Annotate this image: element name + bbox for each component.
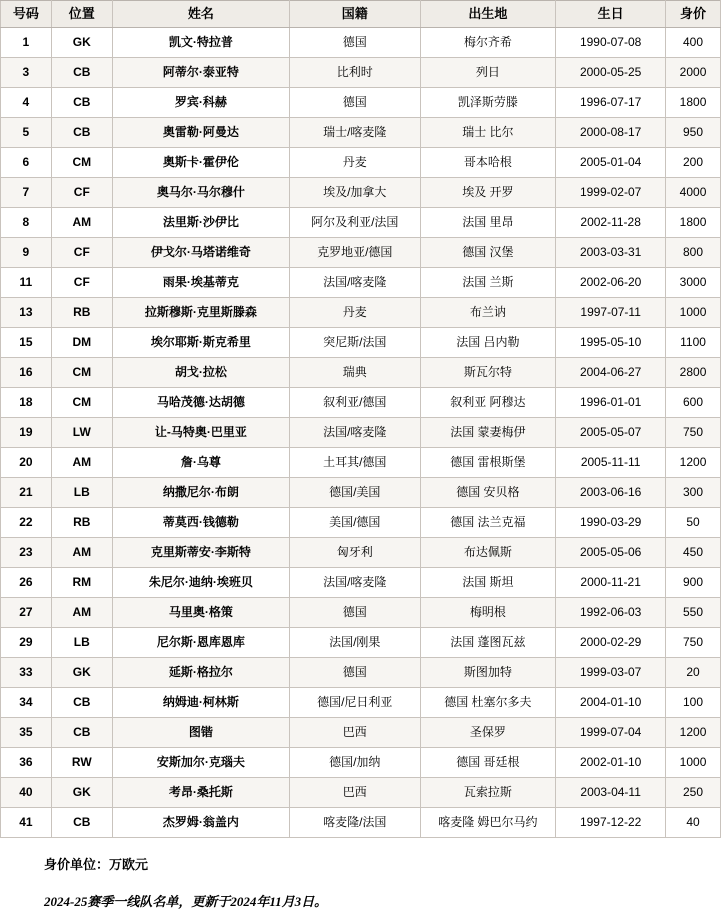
- table-row: [1, 178, 721, 208]
- cell-market-value: 950: [666, 118, 721, 148]
- cell-nationality: 匈牙利: [290, 538, 421, 568]
- cell-market-value: 1200: [666, 448, 721, 478]
- cell-nationality: 法国/刚果: [290, 628, 421, 658]
- cell-number: 27: [1, 598, 52, 628]
- table-row: [1, 508, 721, 538]
- cell-birthplace: 法国 兰斯: [420, 268, 556, 298]
- cell-birthplace: 法国 蓬图瓦兹: [420, 628, 556, 658]
- cell-name: 图锴: [112, 718, 289, 748]
- cell-market-value: 50: [666, 508, 721, 538]
- cell-nationality: 阿尔及利亚/法国: [290, 208, 421, 238]
- cell-birthday: 2000-05-25: [556, 58, 666, 88]
- cell-position: AM: [51, 538, 112, 568]
- cell-nationality: 喀麦隆/法国: [290, 808, 421, 838]
- cell-nationality: 法国/喀麦隆: [290, 268, 421, 298]
- cell-nationality: 德国/美国: [290, 478, 421, 508]
- cell-nationality: 埃及/加拿大: [290, 178, 421, 208]
- cell-birthplace: 德国 哥廷根: [420, 748, 556, 778]
- cell-number: 18: [1, 388, 52, 418]
- cell-birthplace: 梅明根: [420, 598, 556, 628]
- cell-market-value: 400: [666, 28, 721, 58]
- footnote-value-unit: 身价单位：万欧元: [44, 857, 149, 872]
- cell-position: LW: [51, 418, 112, 448]
- cell-birthday: 2005-11-11: [556, 448, 666, 478]
- cell-number: 4: [1, 88, 52, 118]
- cell-name: 奥雷勒·阿曼达: [112, 118, 289, 148]
- cell-position: LB: [51, 478, 112, 508]
- cell-market-value: 1000: [666, 748, 721, 778]
- cell-market-value: 1800: [666, 88, 721, 118]
- cell-name: 奥斯卡·霍伊伦: [112, 148, 289, 178]
- table-row: [1, 418, 721, 448]
- cell-position: CB: [51, 718, 112, 748]
- cell-birthplace: 斯图加特: [420, 658, 556, 688]
- table-row: [1, 388, 721, 418]
- cell-birthday: 2000-11-21: [556, 568, 666, 598]
- cell-birthplace: 德国 杜塞尔多夫: [420, 688, 556, 718]
- cell-number: 35: [1, 718, 52, 748]
- cell-position: RW: [51, 748, 112, 778]
- cell-position: CB: [51, 808, 112, 838]
- cell-number: 15: [1, 328, 52, 358]
- cell-birthplace: 斯瓦尔特: [420, 358, 556, 388]
- cell-birthday: 1999-02-07: [556, 178, 666, 208]
- cell-market-value: 600: [666, 388, 721, 418]
- cell-position: RB: [51, 298, 112, 328]
- cell-birthday: 2004-01-10: [556, 688, 666, 718]
- cell-nationality: 比利时: [290, 58, 421, 88]
- cell-market-value: 900: [666, 568, 721, 598]
- cell-birthday: 1995-05-10: [556, 328, 666, 358]
- cell-number: 41: [1, 808, 52, 838]
- cell-market-value: 750: [666, 418, 721, 448]
- cell-birthplace: 叙利亚 阿穆达: [420, 388, 556, 418]
- cell-birthplace: 德国 汉堡: [420, 238, 556, 268]
- cell-position: CF: [51, 268, 112, 298]
- cell-birthday: 1996-07-17: [556, 88, 666, 118]
- cell-birthplace: 瓦索拉斯: [420, 778, 556, 808]
- cell-name: 杰罗姆·翁盖内: [112, 808, 289, 838]
- table-row: [1, 268, 721, 298]
- cell-market-value: 100: [666, 688, 721, 718]
- cell-name: 尼尔斯·恩库恩库: [112, 628, 289, 658]
- cell-number: 5: [1, 118, 52, 148]
- cell-nationality: 德国: [290, 28, 421, 58]
- cell-name: 拉斯穆斯·克里斯滕森: [112, 298, 289, 328]
- footnotes: [0, 838, 721, 910]
- cell-name: 安斯加尔·克瑙夫: [112, 748, 289, 778]
- table-row: [1, 238, 721, 268]
- cell-number: 3: [1, 58, 52, 88]
- table-row: [1, 478, 721, 508]
- table-row: [1, 538, 721, 568]
- cell-position: CM: [51, 148, 112, 178]
- cell-name: 雨果·埃基蒂克: [112, 268, 289, 298]
- cell-market-value: 450: [666, 538, 721, 568]
- cell-nationality: 瑞士/喀麦隆: [290, 118, 421, 148]
- cell-nationality: 克罗地亚/德国: [290, 238, 421, 268]
- cell-birthday: 2002-11-28: [556, 208, 666, 238]
- cell-number: 11: [1, 268, 52, 298]
- table-row: [1, 448, 721, 478]
- cell-number: 34: [1, 688, 52, 718]
- cell-position: RM: [51, 568, 112, 598]
- cell-birthplace: 哥本哈根: [420, 148, 556, 178]
- cell-market-value: 1000: [666, 298, 721, 328]
- table-row: [1, 658, 721, 688]
- table-row: [1, 148, 721, 178]
- cell-birthplace: 法国 里昂: [420, 208, 556, 238]
- column-header-nationality: 国籍: [290, 1, 421, 28]
- cell-market-value: 1800: [666, 208, 721, 238]
- cell-name: 伊戈尔·马塔诺维奇: [112, 238, 289, 268]
- cell-birthplace: 列日: [420, 58, 556, 88]
- cell-name: 蒂莫西·钱德勒: [112, 508, 289, 538]
- cell-name: 让-马特奥·巴里亚: [112, 418, 289, 448]
- cell-birthday: 1992-06-03: [556, 598, 666, 628]
- cell-number: 13: [1, 298, 52, 328]
- cell-birthplace: 德国 雷根斯堡: [420, 448, 556, 478]
- cell-birthday: 1990-03-29: [556, 508, 666, 538]
- cell-position: RB: [51, 508, 112, 538]
- table-row: [1, 358, 721, 388]
- cell-birthplace: 圣保罗: [420, 718, 556, 748]
- cell-number: 6: [1, 148, 52, 178]
- cell-birthday: 2005-05-07: [556, 418, 666, 448]
- cell-nationality: 法国/喀麦隆: [290, 568, 421, 598]
- cell-market-value: 20: [666, 658, 721, 688]
- cell-nationality: 巴西: [290, 778, 421, 808]
- cell-birthday: 1996-01-01: [556, 388, 666, 418]
- cell-name: 朱尼尔·迪纳·埃班贝: [112, 568, 289, 598]
- cell-nationality: 叙利亚/德国: [290, 388, 421, 418]
- cell-number: 22: [1, 508, 52, 538]
- cell-birthday: 1999-03-07: [556, 658, 666, 688]
- cell-market-value: 200: [666, 148, 721, 178]
- cell-birthday: 1997-07-11: [556, 298, 666, 328]
- cell-birthplace: 德国 安贝格: [420, 478, 556, 508]
- table-row: [1, 568, 721, 598]
- cell-position: AM: [51, 208, 112, 238]
- cell-nationality: 德国: [290, 658, 421, 688]
- cell-name: 克里斯蒂安·李斯特: [112, 538, 289, 568]
- cell-number: 21: [1, 478, 52, 508]
- column-header-name: 姓名: [112, 1, 289, 28]
- cell-birthplace: 法国 蒙妻梅伊: [420, 418, 556, 448]
- column-header-birthplace: 出生地: [420, 1, 556, 28]
- cell-birthday: 2002-01-10: [556, 748, 666, 778]
- cell-name: 马哈茂德·达胡德: [112, 388, 289, 418]
- cell-birthplace: 法国 斯坦: [420, 568, 556, 598]
- cell-name: 考昂·桑托斯: [112, 778, 289, 808]
- cell-birthplace: 凯泽斯劳滕: [420, 88, 556, 118]
- cell-birthday: 2000-02-29: [556, 628, 666, 658]
- cell-birthday: 2004-06-27: [556, 358, 666, 388]
- cell-nationality: 土耳其/德国: [290, 448, 421, 478]
- cell-number: 36: [1, 748, 52, 778]
- cell-birthplace: 瑞士 比尔: [420, 118, 556, 148]
- cell-birthplace: 埃及 开罗: [420, 178, 556, 208]
- table-row: [1, 28, 721, 58]
- cell-position: CB: [51, 688, 112, 718]
- cell-name: 詹·乌尊: [112, 448, 289, 478]
- cell-name: 纳撒尼尔·布朗: [112, 478, 289, 508]
- cell-number: 29: [1, 628, 52, 658]
- cell-market-value: 2800: [666, 358, 721, 388]
- cell-name: 奥马尔·马尔穆什: [112, 178, 289, 208]
- table-row: [1, 598, 721, 628]
- cell-birthday: 1999-07-04: [556, 718, 666, 748]
- cell-birthday: 2002-06-20: [556, 268, 666, 298]
- cell-name: 阿蒂尔·泰亚特: [112, 58, 289, 88]
- table-row: [1, 58, 721, 88]
- cell-position: AM: [51, 448, 112, 478]
- table-row: [1, 718, 721, 748]
- cell-position: CB: [51, 58, 112, 88]
- cell-number: 33: [1, 658, 52, 688]
- cell-position: CM: [51, 358, 112, 388]
- cell-name: 罗宾·科赫: [112, 88, 289, 118]
- cell-position: CM: [51, 388, 112, 418]
- cell-market-value: 4000: [666, 178, 721, 208]
- cell-number: 1: [1, 28, 52, 58]
- cell-nationality: 丹麦: [290, 148, 421, 178]
- column-header-number: 号码: [1, 1, 52, 28]
- cell-birthplace: 布达佩斯: [420, 538, 556, 568]
- cell-number: 40: [1, 778, 52, 808]
- cell-birthplace: 喀麦隆 姆巴尔马约: [420, 808, 556, 838]
- cell-nationality: 法国/喀麦隆: [290, 418, 421, 448]
- cell-birthday: 2000-08-17: [556, 118, 666, 148]
- cell-market-value: 750: [666, 628, 721, 658]
- table-row: [1, 298, 721, 328]
- cell-birthday: 2003-03-31: [556, 238, 666, 268]
- cell-market-value: 300: [666, 478, 721, 508]
- cell-name: 凯文·特拉普: [112, 28, 289, 58]
- cell-market-value: 800: [666, 238, 721, 268]
- cell-number: 16: [1, 358, 52, 388]
- cell-nationality: 突尼斯/法国: [290, 328, 421, 358]
- cell-nationality: 巴西: [290, 718, 421, 748]
- cell-position: GK: [51, 778, 112, 808]
- cell-birthplace: 德国 法兰克福: [420, 508, 556, 538]
- column-header-position: 位置: [51, 1, 112, 28]
- cell-birthplace: 布兰讷: [420, 298, 556, 328]
- cell-birthday: 2005-01-04: [556, 148, 666, 178]
- cell-market-value: 2000: [666, 58, 721, 88]
- cell-position: GK: [51, 658, 112, 688]
- cell-nationality: 德国: [290, 598, 421, 628]
- table-row: [1, 118, 721, 148]
- table-row: [1, 778, 721, 808]
- header-row: [1, 1, 721, 28]
- cell-birthday: 2003-04-11: [556, 778, 666, 808]
- cell-market-value: 550: [666, 598, 721, 628]
- cell-birthplace: 梅尔齐希: [420, 28, 556, 58]
- column-header-birthday: 生日: [556, 1, 666, 28]
- cell-nationality: 美国/德国: [290, 508, 421, 538]
- column-header-market-value: 身价: [666, 1, 721, 28]
- cell-market-value: 1200: [666, 718, 721, 748]
- cell-position: CF: [51, 178, 112, 208]
- cell-position: CB: [51, 118, 112, 148]
- cell-name: 埃尔耶斯·斯克希里: [112, 328, 289, 358]
- cell-position: DM: [51, 328, 112, 358]
- cell-nationality: 丹麦: [290, 298, 421, 328]
- cell-market-value: 40: [666, 808, 721, 838]
- table-row: [1, 808, 721, 838]
- table-row: [1, 628, 721, 658]
- cell-birthday: 1990-07-08: [556, 28, 666, 58]
- cell-birthday: 2005-05-06: [556, 538, 666, 568]
- table-row: [1, 748, 721, 778]
- cell-name: 法里斯·沙伊比: [112, 208, 289, 238]
- cell-birthplace: 法国 吕内勒: [420, 328, 556, 358]
- cell-number: 9: [1, 238, 52, 268]
- cell-nationality: 德国: [290, 88, 421, 118]
- cell-number: 7: [1, 178, 52, 208]
- table-row: [1, 688, 721, 718]
- cell-nationality: 瑞典: [290, 358, 421, 388]
- cell-name: 马里奥·格策: [112, 598, 289, 628]
- table-row: [1, 88, 721, 118]
- cell-number: 23: [1, 538, 52, 568]
- cell-position: LB: [51, 628, 112, 658]
- cell-market-value: 3000: [666, 268, 721, 298]
- table-body: [1, 28, 721, 838]
- cell-number: 26: [1, 568, 52, 598]
- cell-market-value: 1100: [666, 328, 721, 358]
- cell-number: 20: [1, 448, 52, 478]
- table-row: [1, 208, 721, 238]
- cell-birthday: 1997-12-22: [556, 808, 666, 838]
- footnote-season-note: 2024-25赛季一线队名单，更新于2024年11月3日。: [44, 894, 328, 909]
- cell-name: 延斯·格拉尔: [112, 658, 289, 688]
- table-header: [1, 1, 721, 28]
- cell-position: AM: [51, 598, 112, 628]
- cell-name: 纳姆迪·柯林斯: [112, 688, 289, 718]
- cell-number: 19: [1, 418, 52, 448]
- cell-position: GK: [51, 28, 112, 58]
- cell-name: 胡戈·拉松: [112, 358, 289, 388]
- cell-position: CF: [51, 238, 112, 268]
- cell-position: CB: [51, 88, 112, 118]
- cell-number: 8: [1, 208, 52, 238]
- cell-nationality: 德国/尼日利亚: [290, 688, 421, 718]
- cell-nationality: 德国/加纳: [290, 748, 421, 778]
- cell-market-value: 250: [666, 778, 721, 808]
- table-row: [1, 328, 721, 358]
- cell-birthday: 2003-06-16: [556, 478, 666, 508]
